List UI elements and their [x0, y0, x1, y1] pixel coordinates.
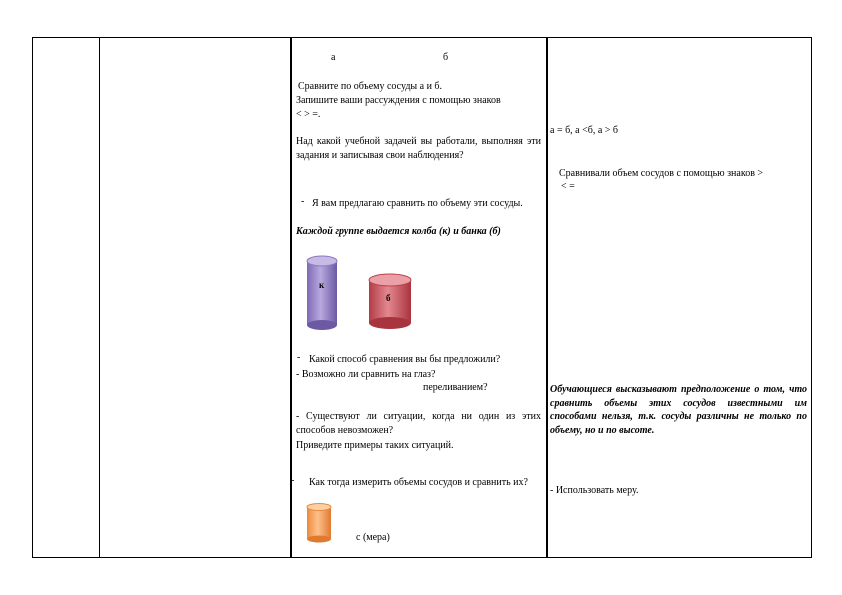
method-question: Какой способ сравнения вы бы предложили?	[309, 354, 501, 365]
compare-task-line-3: < > =.	[296, 109, 321, 120]
column-divider-3	[546, 38, 548, 557]
vessel-label-a: а	[331, 52, 336, 63]
flask-label: к	[319, 280, 325, 290]
method-dash: -	[297, 352, 301, 363]
offer-text: Я вам предлагаю сравнить по объему эти сосуды.	[312, 198, 523, 209]
learning-task-question: Над какой учебной задачей вы работали, выполняя эти задания и записывая свои наблюдения?	[296, 136, 541, 161]
measure-dash: -	[291, 475, 295, 486]
pour-over-question: переливанием?	[423, 382, 488, 393]
use-measure-answer: - Использовать меру.	[550, 485, 639, 496]
answer-compared-line2: < =	[561, 181, 575, 192]
examples-prompt: Приведите примеры таких ситуаций.	[296, 440, 454, 451]
group-note: Каждой группе выдается колба (к) и банка (б)	[296, 226, 501, 237]
offer-dash: -	[301, 196, 305, 207]
measure-question: Как тогда измерить объемы сосудов и сравнить их?	[309, 477, 528, 488]
by-eye-question: - Возможно ли сравнить на глаз?	[296, 369, 436, 380]
jar-label: б	[386, 293, 391, 303]
vessel-label-b: б	[443, 52, 449, 63]
students-guess: Обучающиеся высказывают предположение о том, что сравнить объемы этих сосудов известными им способами нельзя, т.к. сосуды различны не только по объему, но и по высоте.	[550, 384, 807, 436]
measure-label: с (мера)	[356, 532, 390, 543]
compare-task-line-2: Запишите ваши рассуждения с помощью знаков	[296, 95, 501, 106]
flask-image	[306, 255, 338, 331]
column-divider-1	[99, 38, 100, 557]
measure-cup-image	[306, 503, 332, 543]
answer-signs: а = б, а <б, а > б	[550, 125, 618, 136]
compare-task-line-1: Сравните по объему сосуды а и б.	[298, 81, 443, 92]
answer-compared: Сравнивали объем сосудов с помощью знаков >	[559, 168, 764, 179]
situations-question: - Существуют ли ситуации, когда ни один из этих способов невозможен?	[296, 411, 541, 436]
